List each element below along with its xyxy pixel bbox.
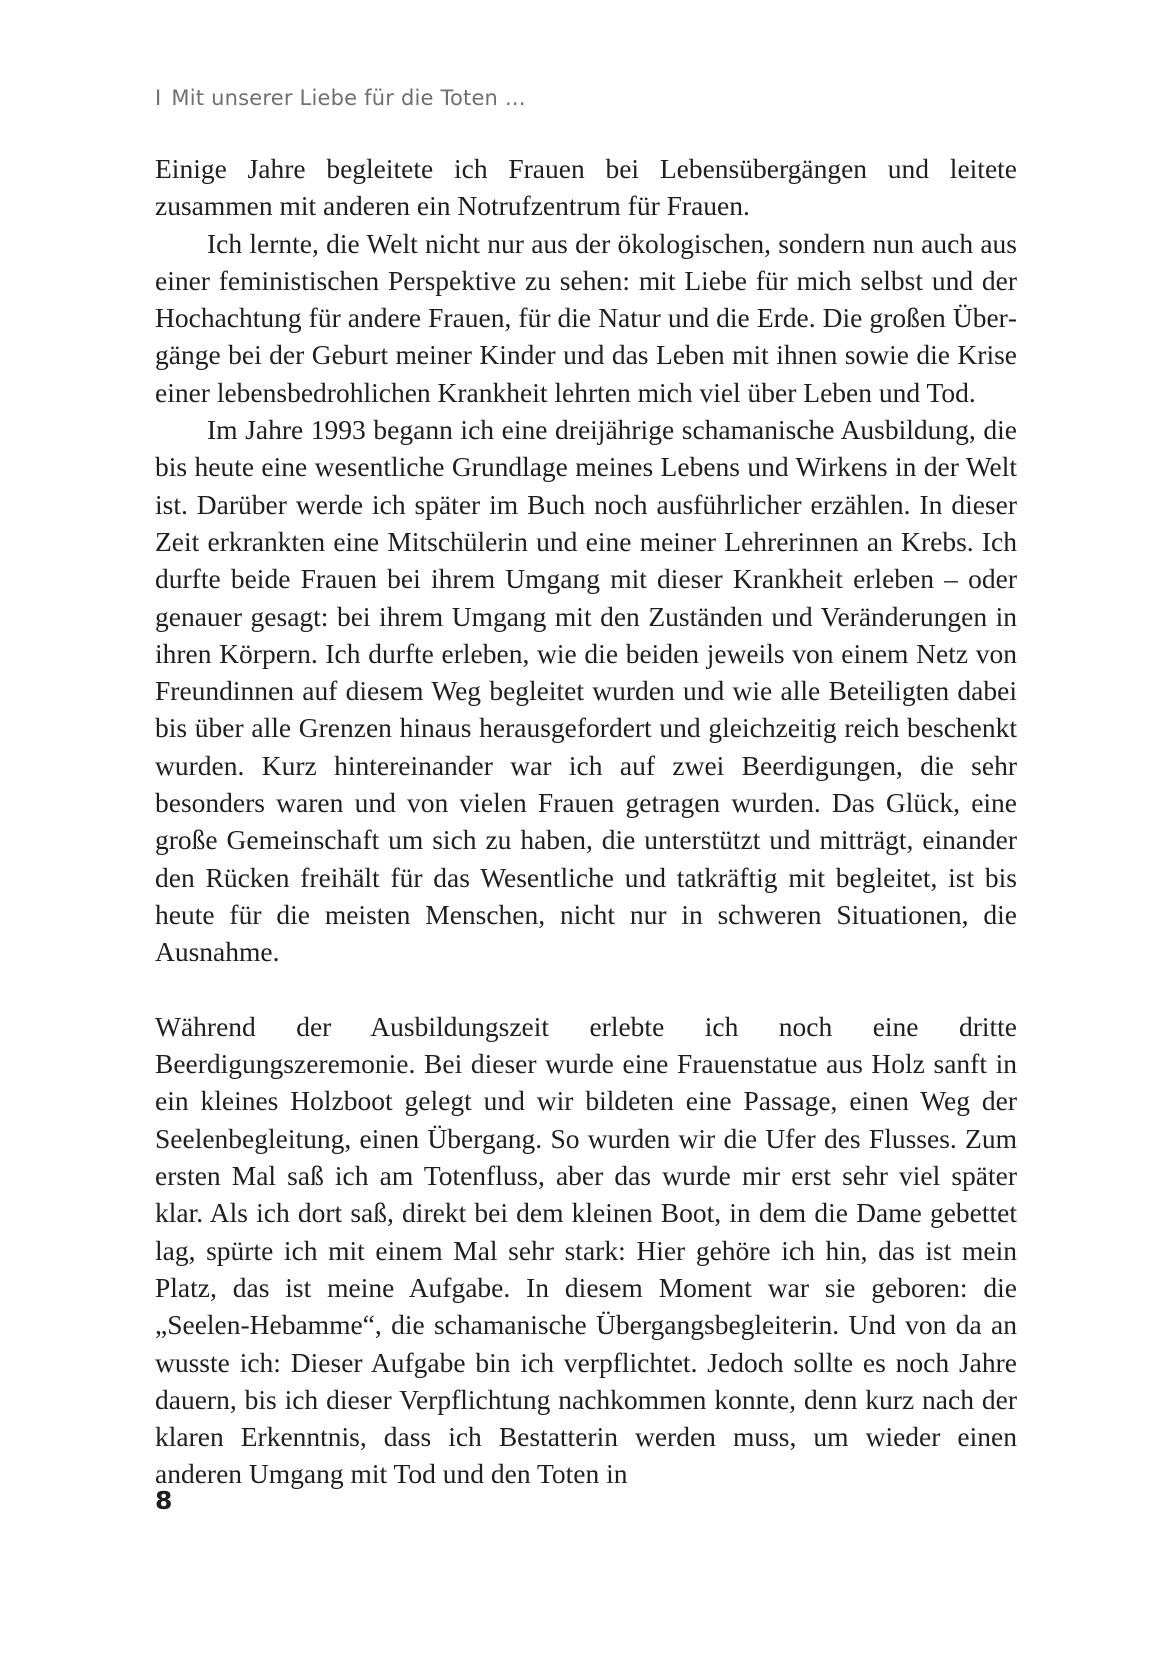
running-header <box>155 86 526 110</box>
paragraph-4: Während der Ausbildungszeit erlebte ich noch eine dritte Beerdigungszeremonie. Bei dieser wurde eine Frauenstatue aus Holz sanft in ein kleines Holzboot gelegt und wir bildeten eine Passage, einen Weg der Seelenbegleitung, einen Übergang. So wurden wir die Ufer des Flusses. Zum ersten Mal saß ich am Totenfluss, aber das wurde mir erst sehr viel später klar. Als ich dort saß, direkt bei dem kleinen Boot, in dem die Dame gebettet lag, spürte ich mit einem Mal sehr stark: Hier gehöre ich hin, das ist mein Platz, das ist meine Aufgabe. In diesem Moment war sie geboren: die „Seelen-Hebamme“, die schamanische Übergangsbegleiterin. Und von da an wusste ich: Dieser Aufgabe bin ich verpflichtet. Jedoch sollte es noch Jahre dauern, bis ich dieser Verpflichtung nachkommen konnte, denn kurz nach der klaren Erkenntnis, dass ich Bestatterin werden muss, um wieder einen anderen Umgang mit Tod und den Toten in <box>155 1010 1017 1490</box>
paragraph-2: Ich lernte, die Welt nicht nur aus der ökologischen, sondern nun auch aus einer feministischen Perspektive zu sehen: mit Liebe für mich selbst und der Hochachtung für andere Frauen, für die Natur und die Erde. Die großen Übergänge bei der Geburt meiner Kinder und das Leben mit ihnen sowie die Krise einer lebensbedrohlichen Krankheit lehrten mich viel über Leben und Tod. <box>155 227 1017 408</box>
section-break <box>155 971 1017 1008</box>
header-separator: I <box>155 86 162 110</box>
header-title: Mit unserer Liebe für die Toten ... <box>171 86 526 110</box>
paragraph-1: Einige Jahre begleitete ich Frauen bei Lebensübergängen und leitete zusammen mit anderen ein Notrufzentrum für Frauen. <box>155 153 1017 222</box>
main-text <box>155 150 1017 1493</box>
page-number: 8 <box>155 1486 173 1515</box>
paragraph-3: Im Jahre 1993 begann ich eine dreijährige schamanische Ausbildung, die bis heute eine wesentliche Grundlage meines Lebens und Wirkens in der Welt ist. Darüber werde ich später im Buch noch ausführlicher erzählen. In dieser Zeit erkrankten eine Mitschülerin und eine meiner Lehrerinnen an Krebs. Ich durfte beide Frauen bei ihrem Umgang mit dieser Krankheit erleben – oder genauer gesagt: bei ihrem Umgang mit den Zuständen und Veränderungen in ihren Körpern. Ich durfte erleben, wie die beiden jeweils von einem Netz von Freundinnen auf diesem Weg begleitet wurden und wie alle Beteiligten dabei bis über alle Grenzen hinaus herausgefordert und gleichzeitig reich beschenkt wurden. Kurz hintereinander war ich auf zwei Beerdigungen, die sehr besonders waren und von vielen Frauen getragen wurden. Das Glück, eine große Gemeinschaft um sich zu haben, die unterstützt und mitträgt, einander den Rücken freihält für das Wesentliche und tatkräftig mit begleitet, ist bis heute für die meisten Menschen, nicht nur in schweren Situationen, die Ausnahme. <box>155 414 1017 968</box>
